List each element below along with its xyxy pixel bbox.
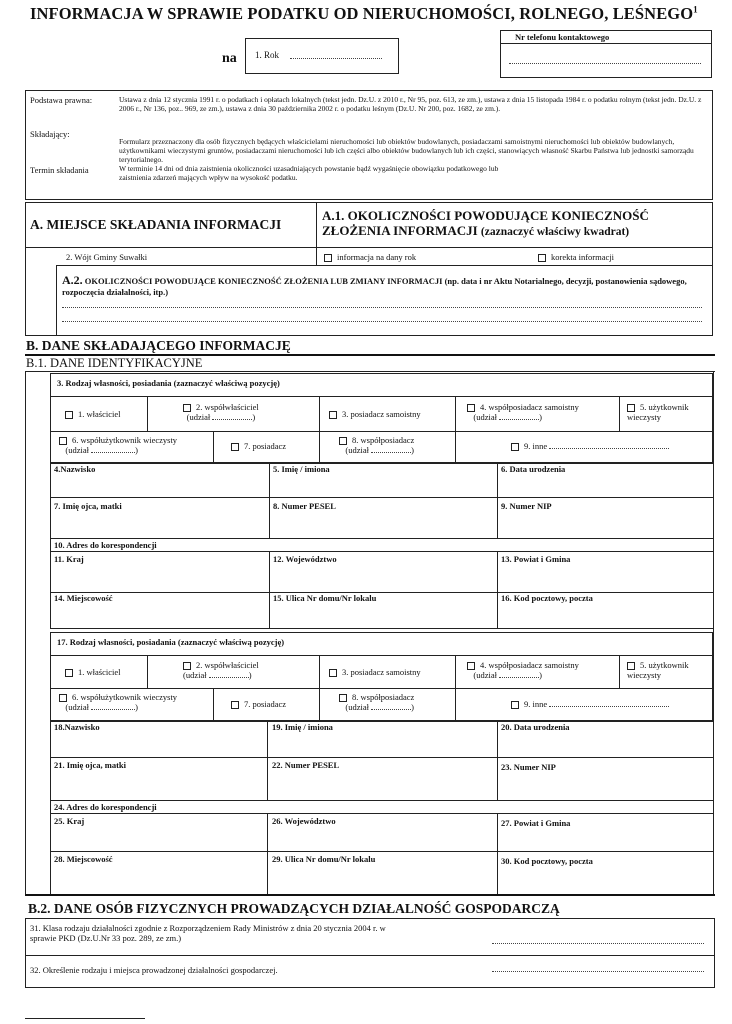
field-18: 18.Nazwisko [54,722,100,732]
field-8: 8. Numer PESEL [273,501,336,511]
own1-cb2[interactable] [183,404,191,412]
a2-field-1[interactable] [62,307,702,308]
field-13: 13. Powiat i Gmina [501,554,571,564]
own1-cb7[interactable] [231,443,239,451]
field-24: 24. Adres do korespondencji [54,802,157,812]
own1-opt4[interactable]: 4. współposiadacz samoistny (udział ) [467,402,579,422]
own1-cb3[interactable] [329,411,337,419]
b1-title: B.1. DANE IDENTYFIKACYJNE [26,356,203,370]
field-31: 31. Klasa rodzaju działalności zgodnie z Rozporządzeniem Rady Ministrów z dnia 20 stycznia 2004 r. w sprawie PKD (Dz.U.Nr 33 poz. 289, ze zm.) [30,923,386,943]
field-29: 29. Ulica Nr domu/Nr lokalu [272,854,376,864]
field-7: 7. Imię ojca, matki [54,501,122,511]
field-12: 12. Województwo [273,554,337,564]
footnote-rule [25,1018,145,1019]
own2-cb2[interactable] [183,662,191,670]
section-b2-table [25,918,715,988]
own1-cb8[interactable] [339,437,347,445]
own1-opt8[interactable]: 8. współposiadacz (udział ) [339,435,414,455]
field-25: 25. Kraj [54,816,85,826]
field-30: 30. Kod pocztowy, poczta [501,856,593,866]
field-19: 19. Imię / imiona [272,722,333,732]
year-box[interactable] [245,38,399,74]
own2-opt9[interactable]: 9. inne [511,699,669,709]
field-6: 6. Data urodzenia [501,464,566,474]
form-title: INFORMACJA W SPRAWIE PODATKU OD NIERUCHOMOŚCI, ROLNEGO, LEŚNEGO$^1$ [30,4,698,23]
own2-cb8[interactable] [339,694,347,702]
own1-opt7[interactable]: 7. posiadacz [231,441,286,451]
tax-office: 2. Wójt Gminy Suwałki [66,252,148,262]
intro-box [25,90,713,200]
own1-opt3[interactable]: 3. posiadacz samoistny [329,409,421,419]
own2-opt8[interactable]: 8. współposiadacz (udział ) [339,692,414,712]
field-11: 11. Kraj [54,554,84,564]
a2-text: A.2. OKOLICZNOŚCI POWODUJĄCE KONIECZNOŚĆ ZŁOŻENIA LUB ZMIANY INFORMACJI (np. data i nr Aktu Notarialnego, decyzji, postanowienia sądowego, rozpoczęcia działalności, itp.) [62,273,687,297]
own1-opt2[interactable]: 2. współwłaściciel (udział ) [183,402,259,422]
phone-field[interactable] [509,63,701,64]
termin-text: W terminie 14 dni od dnia zaistnienia okoliczności uzasadniających powstanie bądź wygaśnięcie obowiązku podatkowego lub zaistnienia zdarzeń mających wpływ na wysokość podatku. [119,164,499,182]
own2-opt2[interactable]: 2. współwłaściciel (udział ) [183,660,259,681]
own2-opt3[interactable]: 3. posiadacz samoistny [329,667,421,677]
na-label: na [222,51,237,66]
section-a [25,202,713,336]
own2-cb5[interactable] [627,662,635,670]
a2-field-2[interactable] [62,321,702,322]
own2-opt1[interactable]: 1. właściciel [65,667,120,677]
ownership-2-title: 17. Rodzaj własności, posiadania (zaznaczyć właściwą pozycję) [57,637,285,647]
own2-cb9[interactable] [511,701,519,709]
field-4: 4.Nazwisko [54,464,96,474]
field-10: 10. Adres do korespondencji [54,540,157,550]
own2-cb3[interactable] [329,669,337,677]
field-27: 27. Powiat i Gmina [501,818,571,828]
own1-opt6[interactable]: 6. współużytkownik wieczysty (udział ) [59,435,177,455]
ownership-block-2 [50,632,713,721]
year-field[interactable] [290,58,382,59]
year-label: 1. Rok [255,50,280,60]
own2-opt4[interactable]: 4. współposiadacz samoistny (udział ) [467,660,579,680]
field-32-input[interactable] [492,971,704,972]
field-31-input[interactable] [492,943,704,944]
field-32: 32. Określenie rodzaju i miejsca prowadzonej działalności gospodarczej. [30,965,278,975]
own1-cb1[interactable] [65,411,73,419]
own1-opt5[interactable]: 5. użytkownik wieczysty [627,402,689,423]
field-21: 21. Imię ojca, matki [54,760,127,770]
a1-title: A.1. OKOLICZNOŚCI POWODUJĄCE KONIECZNOŚĆ ZŁOŻENIA INFORMACJI (zaznaczyć właściwy kwadrat) [322,208,649,238]
own2-cb4[interactable] [467,662,475,670]
own2-opt5[interactable]: 5. użytkownik wieczysty [627,660,689,681]
own1-cb6[interactable] [59,437,67,445]
own2-opt6[interactable]: 6. współużytkownik wieczysty (udział ) [59,692,177,712]
own2-opt7[interactable]: 7. posiadacz [231,699,286,709]
field-22: 22. Numer PESEL [272,760,340,770]
skladajacy-text: Formularz przeznaczony dla osób fizycznych będących właścicielami nieruchomości lub obiektów budowlanych, posiadaczami samoistnymi nieruchomości lub obiektów budowlanych, użytkownikami wieczystymi gruntów, posiadaczami nieruchomości lub ich części albo obiektów budowlanych lub ich części, stanowiących własność Skarbu Państwa lub jednostki samorządu terytorialnego. [119,137,694,164]
own1-opt9[interactable]: 9. inne [511,441,669,451]
phone-label: Nr telefonu kontaktowego [515,32,610,42]
section-a-title: A. MIEJSCE SKŁADANIA INFORMACJI [30,217,282,232]
field-28: 28. Miejscowość [54,854,113,864]
own2-cb7[interactable] [231,701,239,709]
checkbox-annual[interactable] [324,254,332,262]
own1-cb4[interactable] [467,404,475,412]
own2-cb6[interactable] [59,694,67,702]
title-footnote: 1 [693,4,698,15]
termin-label: Termin składania [30,165,89,175]
checkbox-correction[interactable] [538,254,546,262]
field-16: 16. Kod pocztowy, poczta [501,593,593,603]
section-b2-title: B.2. DANE OSÓB FIZYCZNYCH PROWADZĄCYCH DZIAŁALNOŚĆ GOSPODARCZĄ [28,901,560,916]
own2-cb1[interactable] [65,669,73,677]
field-26: 26. Województwo [272,816,336,826]
own1-cb5[interactable] [627,404,635,412]
podstawa-text: Ustawa z dnia 12 stycznia 1991 r. o podatkach i opłatach lokalnych (tekst jedn. Dz.U. z 2010 r., Nr 95, poz. 613, ze zm.), ustawa z dnia 15 listopada 1984 r. o podatku rolnym (tekst jedn. Dz.U. z 2006 r., Nr 136, poz.. 969, ze zm.), ustawa z dnia 30 października 2002 r. o podatku leśnym (Dz.U. Nr 200, poz. 1682, ze zm.). [119,95,702,113]
field-20: 20. Data urodzenia [501,722,570,732]
field-23: 23. Numer NIP [501,762,556,772]
podstawa-label: Podstawa prawna: [30,95,93,105]
field-9: 9. Numer NIP [501,501,552,511]
own1-cb9[interactable] [511,443,519,451]
field-15: 15. Ulica Nr domu/Nr lokalu [273,593,377,603]
field-14: 14. Miejscowość [54,593,113,603]
phone-box[interactable] [500,30,712,78]
ownership-block-1 [50,373,713,463]
field-5: 5. Imię / imiona [273,464,330,474]
section-b-title: B. DANE SKŁADAJĄCEGO INFORMACJĘ [26,338,291,353]
own1-opt1[interactable]: 1. właściciel [65,409,120,419]
ownership-1-title: 3. Rodzaj własności, posiadania (zaznaczyć właściwą pozycję) [57,378,280,388]
skladajacy-label: Składający: [30,129,70,139]
option-correction[interactable]: korekta informacji [538,252,614,262]
option-annual[interactable]: informacja na dany rok [324,252,416,262]
